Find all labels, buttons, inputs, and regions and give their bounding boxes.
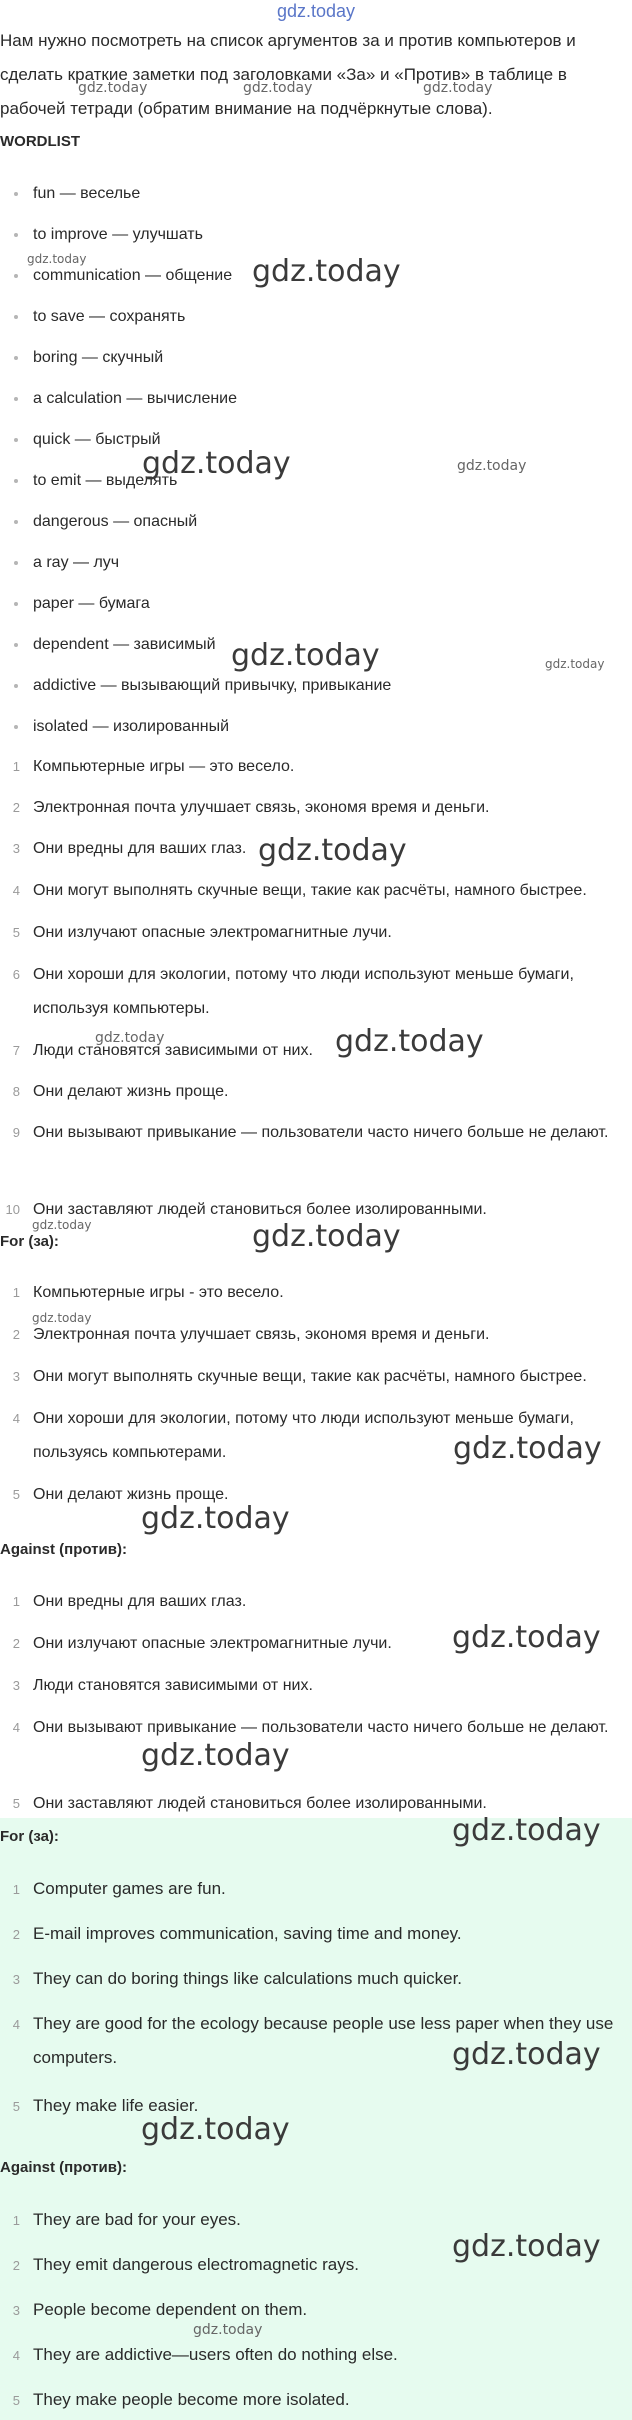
bullet-icon	[14, 233, 18, 237]
watermark: gdz.today	[252, 254, 401, 289]
bullet-icon	[14, 725, 18, 729]
bullet-icon	[14, 520, 18, 524]
watermark: gdz.today	[258, 833, 407, 868]
wordlist-heading: WORDLIST	[0, 133, 80, 150]
watermark: gdz.today	[452, 1620, 601, 1655]
watermark: gdz.today	[453, 1431, 602, 1466]
watermark: gdz.today	[193, 2322, 263, 2338]
watermark: gdz.today	[142, 446, 291, 481]
watermark: gdz.today	[452, 1813, 601, 1848]
bullet-icon	[14, 602, 18, 606]
against-heading-en: Against (против):	[0, 2159, 127, 2176]
watermark: gdz.today	[452, 2229, 601, 2264]
site-logo[interactable]: gdz.today	[276, 1, 356, 21]
bullet-icon	[14, 438, 18, 442]
watermark: gdz.today	[335, 1024, 484, 1059]
bullet-icon	[14, 643, 18, 647]
bullet-icon	[14, 274, 18, 278]
page: gdz.today Нам нужно посмотреть на список аргументов за и против компьютеров и сделать краткие заметки под заголовками «За» и «Против» в таблице в рабочей тетради (обратим внимание на подчёркнутые слова). WORDLIST fun — веселье to improve — улучшать communication — общение to save — сохранять boring — скучный a calculation — вычисление quick — быстрый to emit — выделять dangerous — опасный a ray — луч paper — бумага dependent — зависимый addictive — вызывающий привычку, привыкание isolated — изолированный 1 Компьютерные игры — это весело. 2 Электронная почта улучшает связь, экономя время и деньги. 3 Они вредны для ваших глаз. 4 Они могут выполнять скучные вещи, такие как расчёты, намного быстрее. 5 Они излучают опасные электромагнитные лучи. 6 Они хороши для экологии, потому что люди используют меньше бумаги, используя компьютеры. 7 Люди становятся зависимыми от них. 8 Они делают жизнь проще. 9 Они вызывают привыкание — пользователи часто ничего больше не делают. 10 Они заставляют людей становиться более изолированными. For (за): 1 Компьютерные игры - это весело. 2 Электронная почта улучшает связь, экономя время и деньги. 3 Они могут выполнять скучные вещи, такие как расчёты, намного быстрее. 4 Они хороши для экологии, потому что люди используют меньше бумаги, пользуясь компьютерами. 5 Они делают жизнь проще. Against (против): 1 Они вредны для ваших глаз. 2 Они излучают опасные электромагнитные лучи. 3 Люди становятся зависимыми от них. 4 Они вызывают привыкание — пользователи часто ничего больше не делают. 5 Они заставляют людей становиться более изолированными. For (за): 1 Computer games are fun. 2 E-mail improves communication, saving time and money. 3 They can do boring things like calculations much quicker. 4 They are good for the ecology because people use less paper when they use computers. 5 They make life easier. Against (против): 1 They are bad for your eyes. 2 They emit dangerous electromagnetic rays. 3 People become dependent on them. 4 They are addictive—users often do nothing else. 5 They make people become more isolated. gdz.today gdz.today gdz.today gdz.today gdz.today gdz.today gdz.today gdz.today gdz.today gdz.today gdz.today gdz.today gdz.today gdz.today gdz.today gdz.today gdz.today gdz.today gdz.today gdz.today gdz.today gdz.today gdz.today gdz.today	[0, 0, 632, 2420]
watermark: gdz.today	[457, 458, 527, 474]
watermark: gdz.today	[78, 80, 148, 96]
bullet-icon	[14, 192, 18, 196]
for-heading-en: For (за):	[0, 1828, 59, 1845]
bullet-icon	[14, 397, 18, 401]
for-heading: For (за):	[0, 1233, 59, 1250]
watermark: gdz.today	[32, 1218, 92, 1232]
against-heading: Against (против):	[0, 1541, 127, 1558]
watermark: gdz.today	[32, 1311, 92, 1325]
bullet-icon	[14, 479, 18, 483]
bullet-icon	[14, 356, 18, 360]
intro-paragraph: Нам нужно посмотреть на список аргументов за и против компьютеров и сделать краткие заметки под заголовками «За» и «Против» в таблице в рабочей тетради (обратим внимание на подчёркнутые слова).	[0, 31, 576, 118]
watermark: gdz.today	[252, 1219, 401, 1254]
watermark: gdz.today	[545, 657, 605, 671]
watermark: gdz.today	[141, 1501, 290, 1536]
watermark: gdz.today	[27, 252, 87, 266]
watermark: gdz.today	[95, 1030, 165, 1046]
watermark: gdz.today	[452, 2037, 601, 2072]
watermark: gdz.today	[231, 638, 380, 673]
watermark: gdz.today	[423, 80, 493, 96]
bullet-icon	[14, 561, 18, 565]
watermark: gdz.today	[243, 80, 313, 96]
bullet-icon	[14, 315, 18, 319]
watermark: gdz.today	[141, 1738, 290, 1773]
bullet-icon	[14, 684, 18, 688]
watermark: gdz.today	[141, 2112, 290, 2147]
